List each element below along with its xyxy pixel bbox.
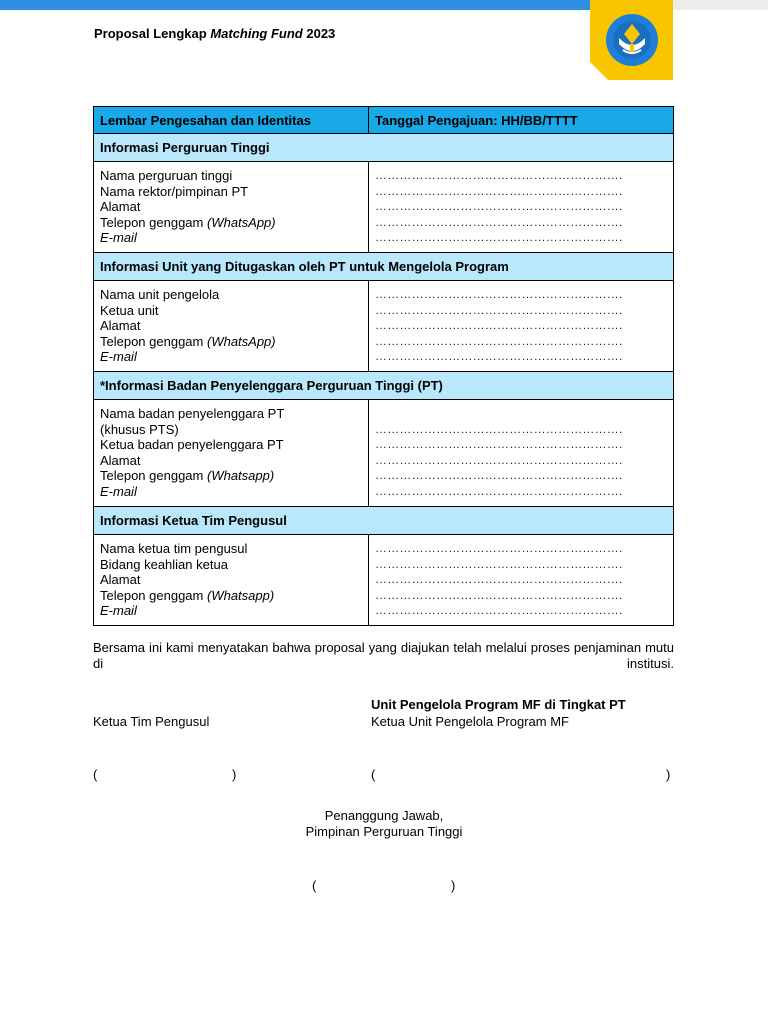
field-label-text: Telepon genggam — [100, 468, 207, 483]
section-title-row — [94, 507, 674, 535]
left-signature-close-paren: ) — [232, 767, 237, 782]
section-title-row — [94, 253, 674, 281]
fill-in-line[interactable]: ……………………………………………………. — [375, 452, 623, 467]
section-title-ketua-tim: Informasi Ketua Tim Pengusul — [94, 507, 674, 535]
field-label: Nama perguruan tinggi — [100, 168, 233, 183]
section-fields-row — [94, 281, 674, 372]
field-label: Alamat — [100, 318, 141, 333]
fill-in-line[interactable]: ……………………………………………………. — [375, 318, 623, 332]
fill-in-line[interactable]: ……………………………………………………. — [375, 587, 623, 602]
fill-in-line[interactable]: ……………………………………………………. — [375, 468, 623, 482]
field-label — [100, 588, 362, 604]
field-label — [100, 334, 362, 350]
fill-in-line[interactable]: ……………………………………………………. — [375, 199, 623, 213]
left-signature-role: Ketua Tim Pengusul — [93, 714, 210, 729]
field-label — [100, 215, 362, 231]
field-label: Alamat — [100, 452, 141, 468]
header-left-cell: Lembar Pengesahan dan Identitas — [94, 107, 369, 134]
header-right-cell: Tanggal Pengajuan: HH/BB/TTTT — [369, 107, 674, 134]
section-title-row — [94, 134, 674, 162]
header-title-prefix: Proposal Lengkap — [94, 26, 211, 41]
responsible-role: Pimpinan Perguruan Tinggi — [305, 824, 463, 839]
fill-in-line[interactable]: ……………………………………………………. — [375, 572, 623, 586]
fill-in-line[interactable]: ……………………………………………………. — [375, 214, 623, 229]
field-label-text: Telepon genggam — [100, 333, 207, 349]
field-values[interactable] — [369, 162, 674, 253]
fill-in-line[interactable]: ……………………………………………………. — [375, 302, 623, 317]
field-values[interactable] — [369, 400, 674, 507]
fill-in-line[interactable]: ……………………………………………………. — [375, 603, 623, 617]
field-label-text: Telepon genggam — [100, 214, 207, 230]
document-header-title — [94, 26, 335, 41]
field-label: Ketua unit — [100, 302, 159, 318]
fill-in-line[interactable]: ……………………………………………………. — [375, 556, 623, 571]
field-label: Nama ketua tim pengusul — [100, 541, 248, 556]
fill-in-line[interactable]: ……………………………………………………. — [375, 183, 623, 198]
fill-in-line[interactable]: ……………………………………………………. — [375, 483, 623, 498]
fill-in-line-blank — [375, 406, 667, 422]
right-signature-open-paren: ( — [371, 767, 376, 782]
field-label: E-mail — [100, 483, 137, 499]
field-label: Alamat — [100, 572, 141, 587]
field-label: E-mail — [100, 349, 137, 364]
section-title-unit-pengelola: Informasi Unit yang Ditugaskan oleh PT untuk Mengelola Program — [94, 253, 674, 281]
field-label-italic: (WhatsApp) — [206, 214, 276, 230]
fill-in-line[interactable]: ……………………………………………………. — [375, 421, 623, 436]
right-signature-heading: Unit Pengelola Program MF di Tingkat PT — [371, 697, 626, 712]
statement-paragraph: Bersama ini kami menyatakan bahwa proposal yang diajukan telah melalui proses penjaminan mutu di institusi. — [93, 640, 674, 671]
field-labels — [94, 535, 369, 626]
field-label-italic: (WhatsApp) — [206, 333, 276, 349]
logo-tab — [590, 0, 673, 80]
bottom-signature-close-paren: ) — [451, 878, 456, 893]
field-label: Nama badan penyelenggara PT — [100, 406, 285, 421]
field-values[interactable] — [369, 535, 674, 626]
field-label: Alamat — [100, 199, 141, 214]
fill-in-line[interactable]: ……………………………………………………. — [375, 349, 623, 363]
table-header-row — [94, 107, 674, 134]
section-title-badan-penyelenggara: *Informasi Badan Penyelenggara Perguruan Tinggi (PT) — [94, 372, 674, 400]
identity-form-table — [93, 106, 674, 626]
right-signature-role: Ketua Unit Pengelola Program MF — [371, 714, 569, 729]
right-signature-close-paren: ) — [666, 767, 671, 782]
field-label-italic: (Whatsapp) — [206, 468, 275, 483]
top-color-bar-accent — [0, 0, 590, 10]
fill-in-line[interactable]: ……………………………………………………. — [375, 230, 623, 244]
responsible-label: Penanggung Jawab, — [324, 808, 444, 823]
field-label — [100, 468, 362, 484]
fill-in-line[interactable]: ……………………………………………………. — [375, 287, 623, 301]
left-signature-open-paren: ( — [93, 767, 98, 782]
field-label: Nama rektor/pimpinan PT — [100, 183, 249, 199]
fill-in-line[interactable]: ……………………………………………………. — [375, 541, 623, 555]
section-fields-row — [94, 400, 674, 507]
field-labels — [94, 400, 369, 507]
field-label: Bidang keahlian ketua — [100, 556, 228, 572]
header-title-suffix: 2023 — [302, 26, 336, 41]
section-title-row — [94, 372, 674, 400]
field-label: E-mail — [100, 230, 137, 245]
fill-in-line[interactable]: ……………………………………………………. — [375, 168, 623, 182]
section-fields-row — [94, 162, 674, 253]
field-label: E-mail — [100, 603, 137, 618]
field-labels — [94, 162, 369, 253]
bottom-signature-open-paren: ( — [312, 878, 317, 893]
fill-in-line[interactable]: ……………………………………………………. — [375, 437, 623, 451]
field-label-text: Telepon genggam — [100, 587, 207, 603]
field-label: Ketua badan penyelenggara PT — [100, 437, 284, 452]
header-title-italic: Matching Fund — [210, 26, 303, 41]
kemendikbud-emblem-icon — [606, 14, 658, 66]
field-label: (khusus PTS) — [100, 421, 179, 437]
field-label-italic: (Whatsapp) — [206, 587, 275, 603]
fill-in-line[interactable]: ……………………………………………………. — [375, 333, 623, 348]
section-title-perguruan-tinggi: Informasi Perguruan Tinggi — [94, 134, 674, 162]
field-label: Nama unit pengelola — [100, 287, 220, 302]
field-values[interactable] — [369, 281, 674, 372]
field-labels — [94, 281, 369, 372]
section-fields-row — [94, 535, 674, 626]
